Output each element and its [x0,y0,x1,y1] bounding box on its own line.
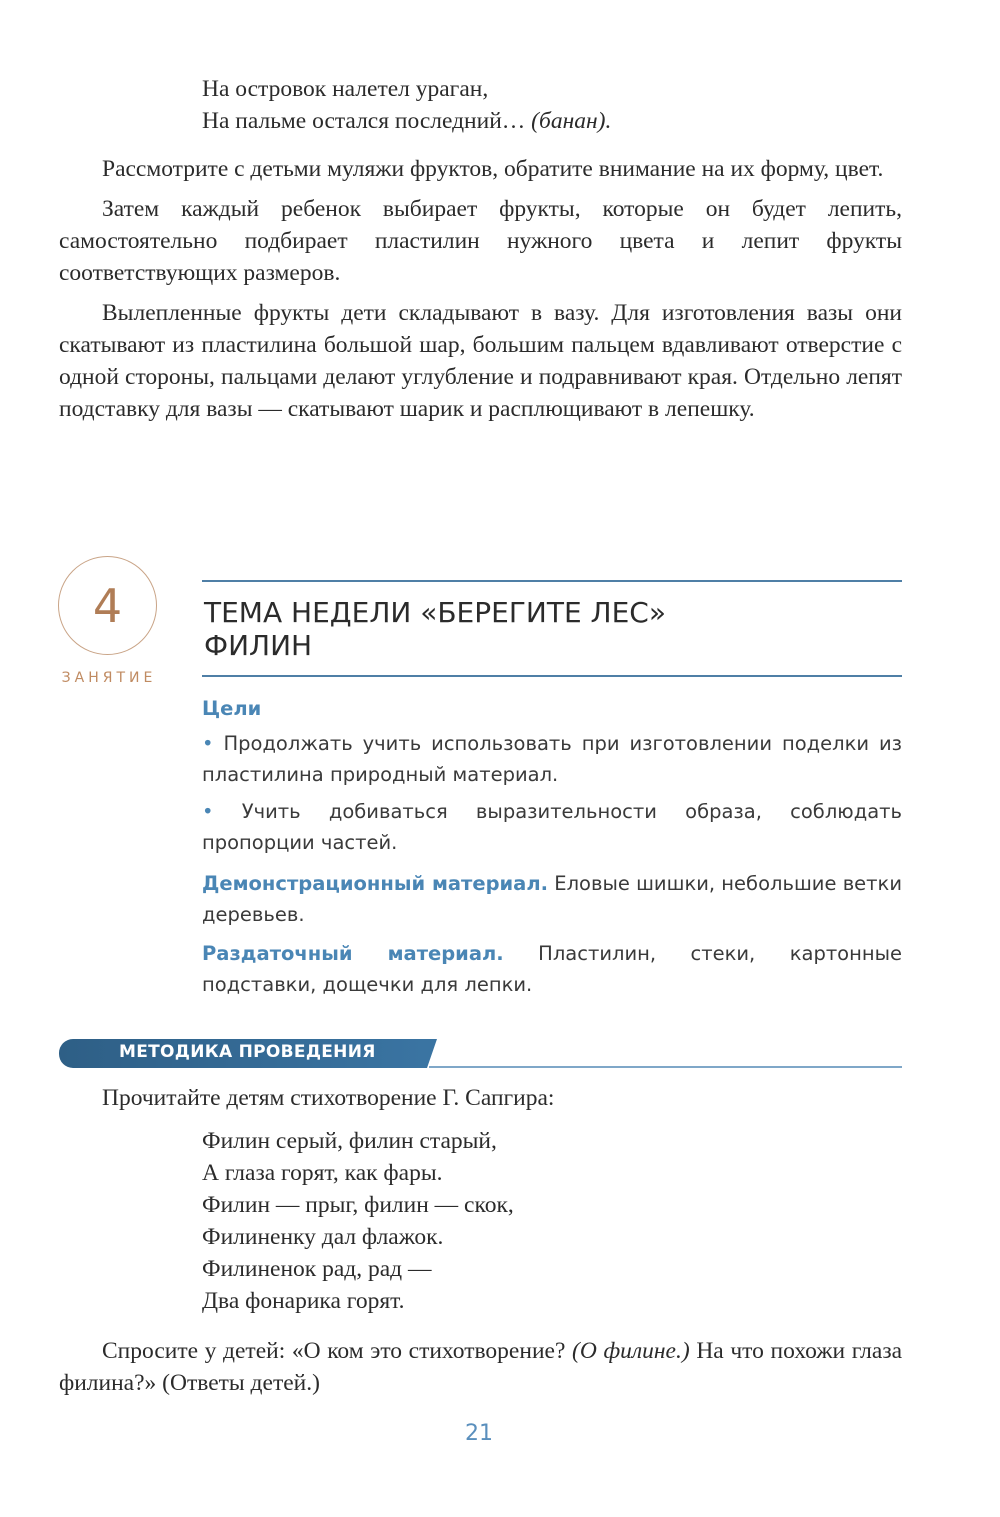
paragraph: Вылепленные фрукты дети складывают в вазу. Для изготовления вазы они скатывают из пластилина большой шар, большим пальцем вдавливают отверстие с одной стороны, пальцами делают углубление и подравнивают края. Отдельно лепят подставку для вазы — скатывают шарик и расплющивают в лепешку. [59,300,902,422]
handout-material: Раздаточный материал. Пластилин, стеки, картонные подставки, дощечки для лепки. [202,942,902,996]
question-block [59,1335,902,1399]
method-banner [59,1039,902,1068]
poem-line: Филиненку дал флажок. [202,1224,444,1250]
header-rule-top [202,580,902,582]
bullet-icon: • [202,732,214,755]
method-rule [429,1066,902,1068]
goal-item: • Продолжать учить использовать при изготовлении поделки из пластилина природный материал. [202,732,903,786]
header-rule-bottom [202,675,902,677]
paragraph: Рассмотрите с детьми муляжи фруктов, обратите внимание на их форму, цвет. [102,156,884,182]
poem-line: Филин серый, филин старый, [202,1128,497,1154]
lesson-label: ЗАНЯТИЕ [61,670,157,686]
lesson-subtitle: ФИЛИН [204,629,313,662]
poem [202,1125,514,1317]
question-text: Спросите у детей: «О ком это стихотворение? (О филине.) На что похожи глаза филина?» (Ответы детей.) [59,1338,903,1396]
page-number: 21 [465,1421,493,1446]
goals-heading: Цели [202,697,262,720]
goals-section [202,693,902,1000]
method-intro-block [59,1082,902,1114]
riddle-line: На островок налетел ураган, [202,76,489,102]
riddle-line: На пальме остался последний… (банан). [202,108,612,134]
lesson-number-badge [58,556,157,655]
lesson-number: 4 [92,578,123,633]
poem-line: Филин — прыг, филин — скок, [202,1192,514,1218]
lesson-title [204,596,666,662]
riddle-answer: (банан). [531,108,612,134]
goals-list [202,728,902,858]
poem-line: Филиненок рад, рад — [202,1256,432,1282]
paragraph: Затем каждый ребенок выбирает фрукты, которые он будет лепить, самостоятельно подбирает пластилин нужного цвета и лепит фрукты соответствующих размеров. [59,196,902,286]
intro-text [59,153,902,425]
week-theme: ТЕМА НЕДЕЛИ «БЕРЕГИТЕ ЛЕС» [204,596,666,629]
method-label: МЕТОДИКА ПРОВЕДЕНИЯ [119,1042,376,1062]
poem-line: Два фонарика горят. [202,1288,405,1314]
poem-line: А глаза горят, как фары. [202,1160,443,1186]
riddle [202,73,611,137]
bullet-icon: • [202,800,214,823]
goal-item: • Учить добиваться выразительности образа, соблюдать пропорции частей. [202,800,902,854]
demo-material: Демонстрационный материал. Еловые шишки, небольшие ветки деревьев. [202,872,902,926]
method-intro: Прочитайте детям стихотворение Г. Сапгира: [102,1085,555,1111]
